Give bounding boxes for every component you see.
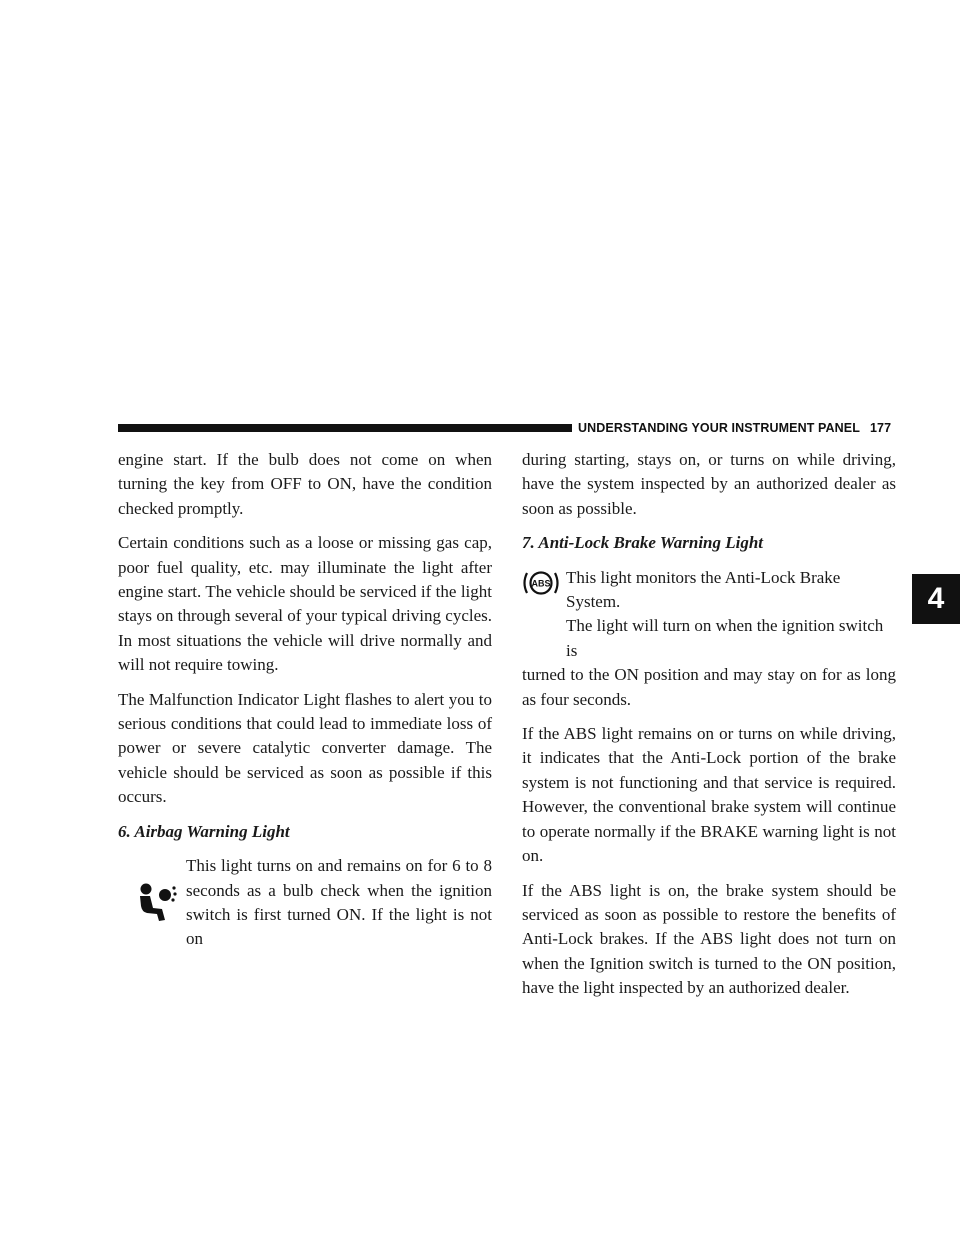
section-heading-abs: 7. Anti-Lock Brake Warning Light: [522, 533, 764, 553]
paragraph: during starting, stays on, or turns on while driving, have the system inspected by an authorized dealer as soon as possible.: [522, 450, 896, 518]
abs-indent-line: The light will turn on when the ignition switch is: [566, 616, 884, 660]
header-rule: [118, 424, 572, 432]
paragraph: The Malfunction Indicator Light flashes to alert you to serious conditions that could lead to immediate loss of power or severe catalytic converter damage. The vehicle should be serviced as soon as possible if this occurs.: [118, 689, 492, 807]
paragraph: If the ABS light is on, the brake system should be serviced as soon as possible to restore the benefits of Anti-Lock brakes. If the ABS light does not turn on when the Ignition switch is turned to the ON position, have the light inspected by an authorized dealer.: [522, 880, 896, 998]
left-column: [118, 448, 492, 952]
paragraph: turned to the ON position and may stay on for as long as four seconds.: [522, 665, 896, 709]
running-head: [578, 420, 891, 436]
airbag-warning-icon: [132, 882, 178, 922]
abs-warning-block: [522, 566, 896, 664]
abs-icon-label: ABS: [531, 578, 551, 589]
section-heading-airbag: 6. Airbag Warning Light: [118, 821, 290, 841]
running-head-title: UNDERSTANDING YOUR INSTRUMENT PANEL: [578, 421, 860, 435]
abs-indent-line: This light monitors the Anti-Lock Brake System.: [566, 567, 841, 612]
right-column: [522, 448, 896, 1011]
page-number: 177: [869, 421, 892, 435]
abs-warning-icon: [522, 568, 560, 598]
chapter-tab: 4: [912, 574, 960, 624]
paragraph: If the ABS light remains on or turns on while driving, it indicates that the Anti-Lock portion of the brake system is not functioning and that service is required. However, the conventional brake system will continue to operate normally if the BRAKE warning light is not on.: [522, 724, 896, 866]
airbag-warning-text: This light turns on and remains on for 6 to 8 seconds as a bulb check when the ignition switch is first turned ON. If the light is not on: [186, 856, 492, 949]
airbag-warning-block: [118, 854, 492, 952]
paragraph: engine start. If the bulb does not come on when turning the key from OFF to ON, have the condition checked promptly.: [118, 450, 492, 518]
paragraph: Certain conditions such as a loose or missing gas cap, poor fuel quality, etc. may illuminate the light after engine start. The vehicle should be serviced if the light stays on through several of your typical driving cycles. In most situations the vehicle will drive normally and will not require towing.: [118, 533, 492, 675]
